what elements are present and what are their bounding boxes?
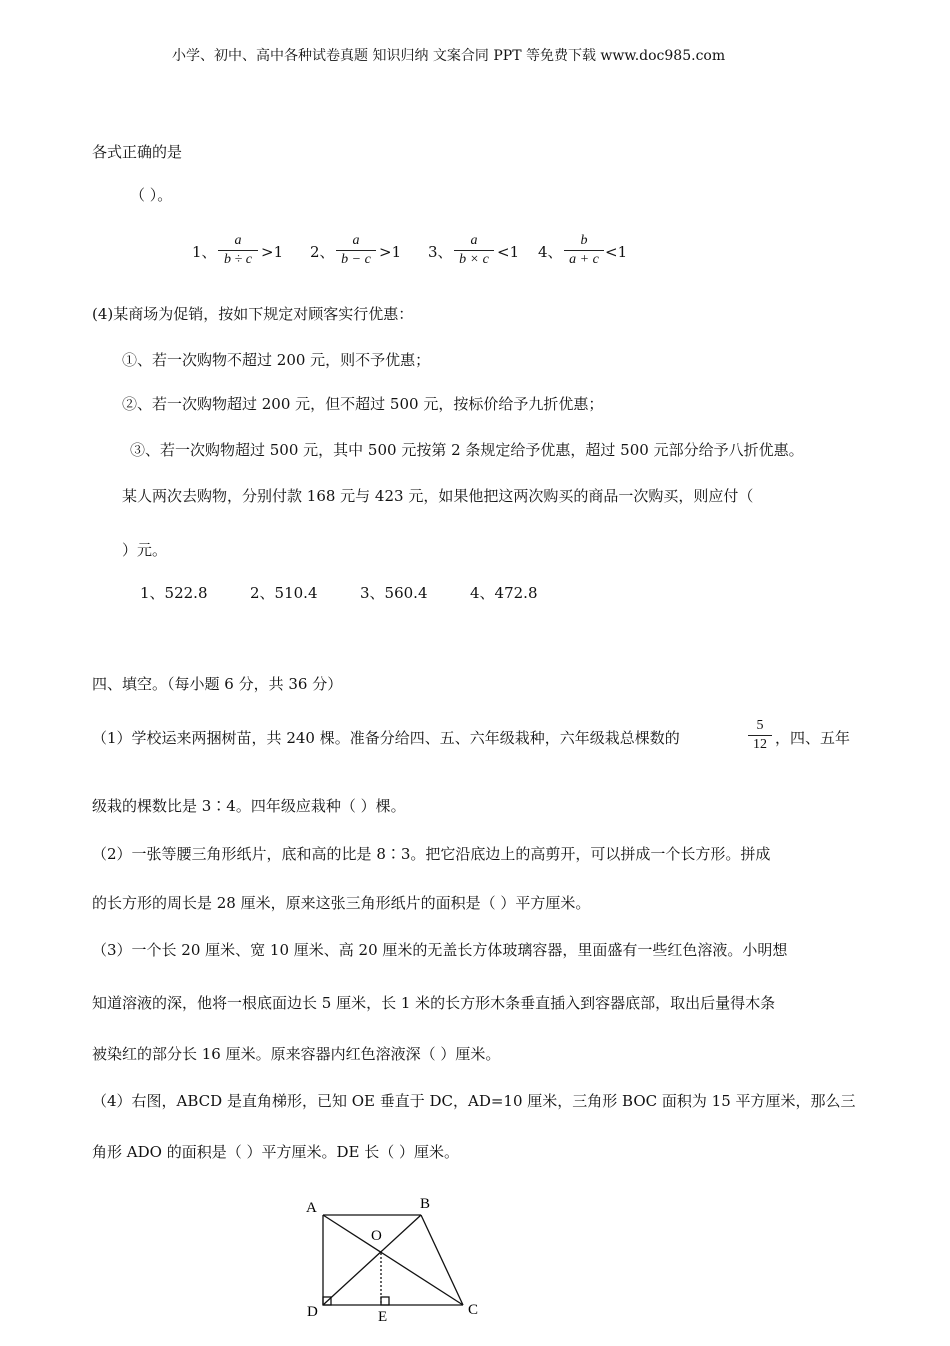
q4-option-4: 4、472.8 [470, 584, 538, 602]
p1-fraction [748, 718, 772, 753]
fraction-denominator: a + c [569, 252, 599, 267]
relation: <1 [497, 243, 520, 261]
p3-line-2: 知道溶液的深，他将一根底面边长 5 厘米，长 1 米的长方形木条垂直插入到容器底部，取出后量得木条 [92, 994, 776, 1012]
fraction-numerator: a [234, 233, 242, 248]
q4-option-3: 3、560.4 [360, 584, 428, 602]
fraction-denominator: b ÷ c [224, 252, 252, 267]
label-e: E [378, 1309, 388, 1325]
p1-after-fraction: ，四、五年 [775, 729, 851, 747]
q4-rule-2: ②、若一次购物超过 200 元，但不超过 500 元，按标价给予九折优惠； [122, 395, 604, 413]
label-o: O [371, 1228, 382, 1244]
p3-line-1: （3）一个长 20 厘米、宽 10 厘米、高 20 厘米的无盖长方体玻璃容器，里面盛有一些红色溶液。小明想 [92, 941, 788, 959]
fraction-denominator: b − c [341, 252, 371, 267]
fraction-numerator: a [470, 233, 478, 248]
page-header: 小学、初中、高中各种试卷真题 知识归纳 文案合同 PPT 等免费下载 www.doc985.com [172, 48, 726, 64]
option-label: 3、 [428, 243, 453, 261]
right-angle-e [381, 1297, 389, 1305]
fraction [336, 233, 376, 268]
label-d: D [307, 1304, 318, 1320]
fraction-denominator: b × c [459, 252, 489, 267]
q4-question-line-1: 某人两次去购物，分别付款 168 元与 423 元，如果他把这两次购买的商品一次购买，则应付（ [122, 487, 754, 505]
fraction-numerator: 5 [756, 718, 764, 733]
q4-question-line-2: ）元。 [122, 541, 168, 559]
fraction-numerator: a [352, 233, 360, 248]
q3-answer-blank: （ ）。 [130, 186, 173, 204]
label-c: C [468, 1302, 479, 1318]
fraction [218, 233, 258, 268]
section-title: 四、填空。（每小题 6 分，共 36 分） [92, 675, 343, 693]
p2-line-2: 的长方形的周长是 28 厘米，原来这张三角形纸片的面积是（ ）平方厘米。 [92, 894, 591, 912]
relation: >1 [379, 243, 402, 261]
q4-rule-3: ③、若一次购物超过 500 元，其中 500 元按第 2 条规定给予优惠，超过 500 元部分给予八折优惠。 [130, 441, 804, 459]
p1-line-2: 级栽的棵数比是 3∶4。四年级应栽种（ ）棵。 [92, 797, 406, 815]
p1-line-1: （1）学校运来两捆树苗，共 240 棵。准备分给四、五、六年级栽种，六年级栽总棵数的 [92, 729, 680, 747]
p4-line-1: （4）右图，ABCD 是直角梯形，已知 OE 垂直于 DC，AD=10 厘米，三角形 BOC 面积为 15 平方厘米，那么三 [92, 1092, 856, 1110]
option-label: 4、 [538, 243, 563, 261]
trapezoid-figure [290, 1190, 530, 1340]
q3-stem: 各式正确的是 [92, 143, 183, 161]
q4-rule-1: ①、若一次购物不超过 200 元，则不予优惠； [122, 351, 431, 369]
p2-line-1: （2）一张等腰三角形纸片，底和高的比是 8∶3。把它沿底边上的高剪开，可以拼成一个长方形。拼成 [92, 845, 771, 863]
label-b: B [420, 1196, 431, 1212]
q4-option-2: 2、510.4 [250, 584, 318, 602]
fraction [564, 233, 604, 268]
p4-line-2: 角形 ADO 的面积是（ ）平方厘米。DE 长（ ）厘米。 [92, 1143, 459, 1161]
q4-stem: (4)某商场为促销，按如下规定对顾客实行优惠： [92, 305, 414, 323]
option-label: 2、 [310, 243, 335, 261]
fraction-numerator: b [580, 233, 588, 248]
fraction-denominator: 12 [753, 737, 767, 752]
relation: >1 [261, 243, 284, 261]
fraction [454, 233, 494, 268]
label-a: A [306, 1200, 317, 1216]
relation: <1 [605, 243, 628, 261]
q4-option-1: 1、522.8 [140, 584, 208, 602]
p3-line-3: 被染红的部分长 16 厘米。原来容器内红色溶液深（ ）厘米。 [92, 1045, 501, 1063]
option-label: 1、 [192, 243, 217, 261]
